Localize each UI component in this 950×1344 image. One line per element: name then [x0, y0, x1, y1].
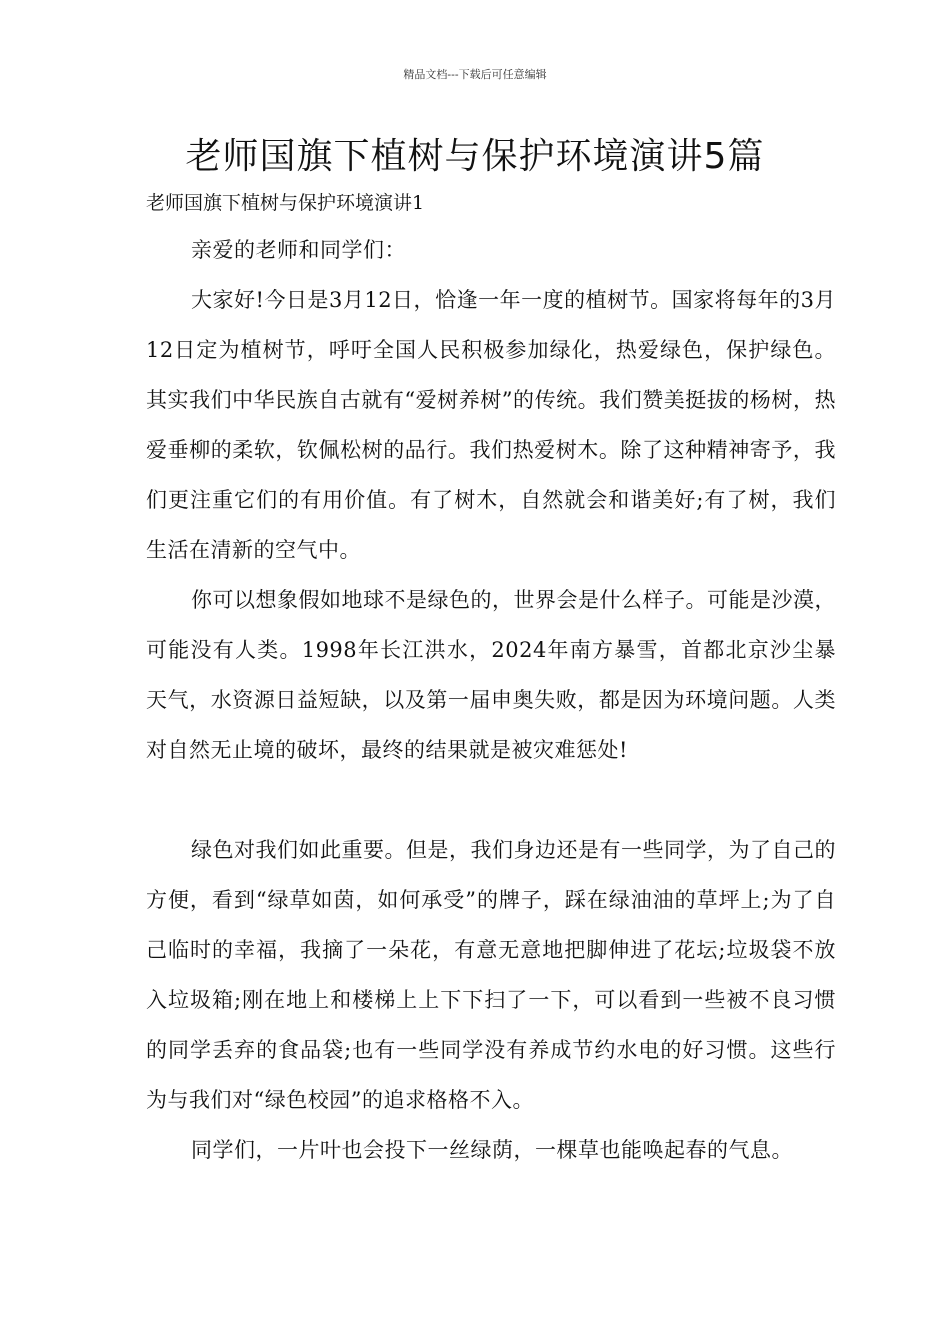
paragraph-green-importance: 绿色对我们如此重要。但是，我们身边还是有一些同学，为了自己的方便，看到“绿草如茵，如何承受”的牌子，踩在绿油油的草坪上;为了自己临时的幸福，我摘了一朵花，有意无意地把脚伸进了花坛;垃圾袋不放入垃圾箱;刚在地上和楼梯上上下下扫了一下，可以看到一些被不良习惯的同学丢弃的食品袋;也有一些同学没有养成节约水电的好习惯。这些行为与我们对“绿色校园”的追求格格不入。 [146, 838, 836, 1112]
paragraph-imagine: 你可以想象假如地球不是绿色的，世界会是什么样子。可能是沙漠，可能没有人类。1998年长江洪水，2024年南方暴雪，首都北京沙尘暴天气，水资源日益短缺，以及第一届申奥失败，都是因为环境问题。人类对自然无止境的破坏，最终的结果就是被灾难惩处! [146, 588, 836, 762]
page-header: 精品文档---下载后可任意编辑 [403, 68, 547, 81]
paragraph-greeting: 亲爱的老师和同学们： [191, 238, 406, 262]
document-body [146, 225, 836, 1175]
document-title: 老师国旗下植树与保护环境演讲5篇 [185, 136, 765, 177]
section-subtitle: 老师国旗下植树与保护环境演讲1 [146, 192, 425, 214]
paragraph-closing: 同学们，一片叶也会投下一丝绿荫，一棵草也能唤起春的气息。 [191, 1138, 793, 1162]
paragraph-arbor-day: 大家好!今日是3月12日，恰逢一年一度的植树节。国家将每年的3月12日定为植树节，呼吁全国人民积极参加绿化，热爱绿色，保护绿色。其实我们中华民族自古就有“爱树养树”的传统。我们赞美挺拔的杨树，热爱垂柳的柔软，钦佩松树的品行。我们热爱树木。除了这种精神寄予，我们更注重它们的有用价值。有了树木，自然就会和谐美好;有了树，我们生活在清新的空气中。 [146, 288, 836, 562]
